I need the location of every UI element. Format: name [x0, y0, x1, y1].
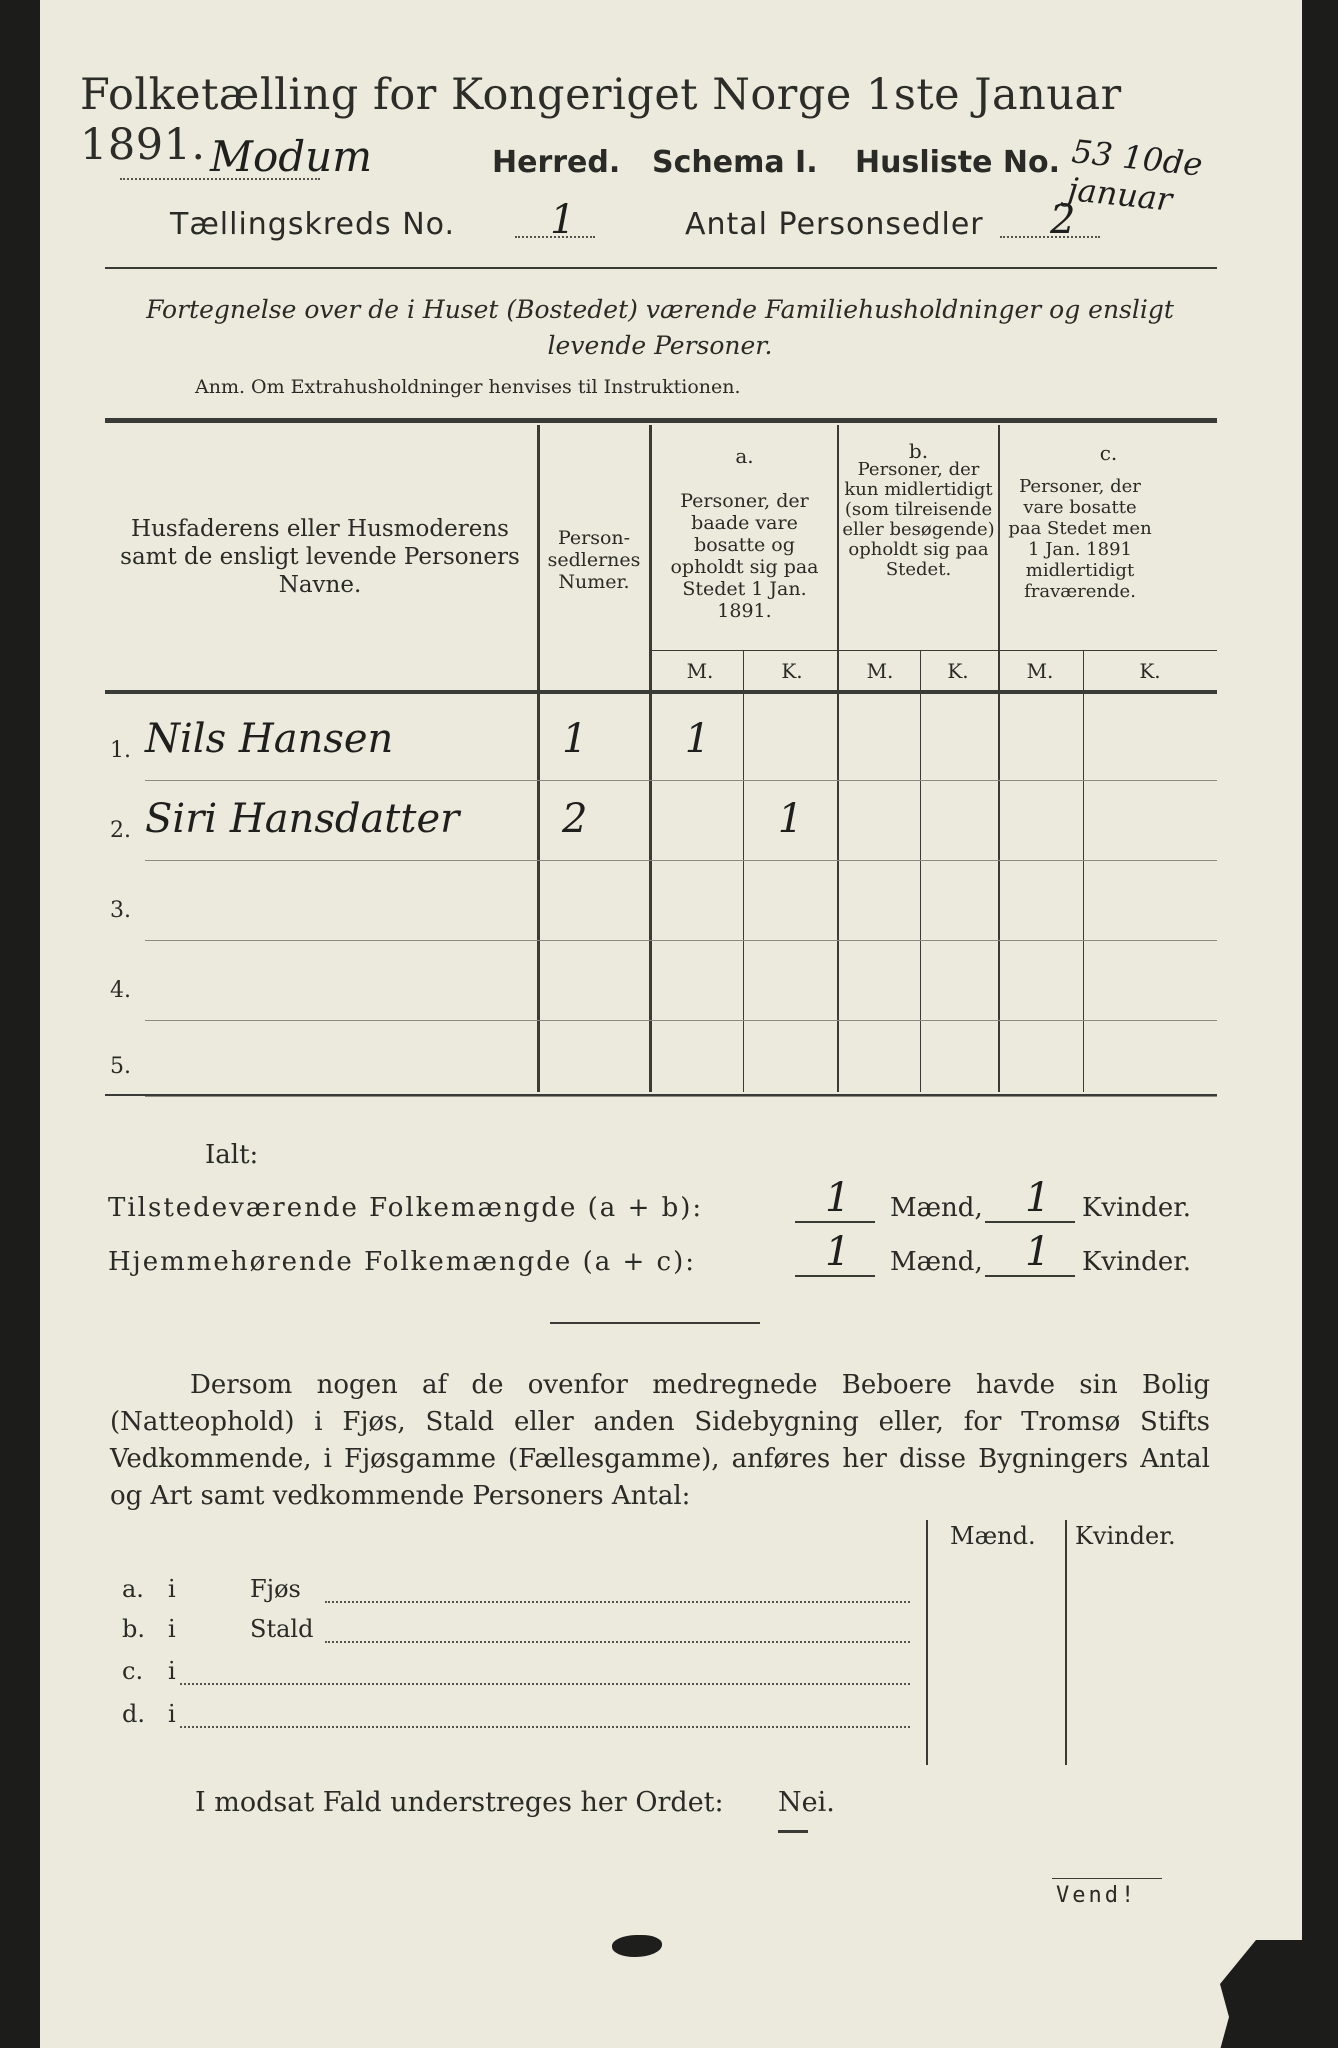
sub-row-i: i	[168, 1657, 176, 1685]
header-b-k: K.	[947, 659, 969, 683]
row-number: 1.	[110, 738, 131, 763]
row-name: Nils Hansen	[145, 716, 394, 762]
row-number: 4.	[110, 978, 131, 1003]
mk-sep-b	[920, 650, 921, 1092]
total-maend: 1	[825, 1175, 851, 1221]
header-c-m: M.	[1026, 659, 1054, 683]
header-names: Husfaderens eller Husmoderens samt de ensligt levende Personers Navne.	[120, 516, 520, 598]
sub-row-i: i	[168, 1700, 176, 1728]
row-name: Siri Hansdatter	[145, 796, 460, 842]
ialt-label: Ialt:	[205, 1140, 259, 1170]
divider-short	[550, 1322, 760, 1324]
sub-col-sep-2	[1065, 1520, 1067, 1765]
row-rule	[145, 1020, 1217, 1021]
total-label: Hjemmehørende Folkemængde (a + c):	[108, 1247, 696, 1277]
torn-corner	[1220, 1940, 1302, 2048]
kreds-label: Tællingskreds No.	[170, 207, 455, 242]
total-maend-label: Mænd,	[890, 1247, 983, 1277]
header-b-m: M.	[866, 659, 894, 683]
antal-value: 2	[1050, 197, 1076, 243]
mk-sep-c	[1083, 650, 1084, 1092]
vend-label: Vend!	[1056, 1883, 1138, 1908]
sub-row-i: i	[168, 1575, 176, 1603]
header-b-letter: b.	[908, 439, 929, 463]
total-kvinder: 1	[1025, 1175, 1051, 1221]
row-number: 5.	[110, 1054, 131, 1079]
sub-row-dotline	[180, 1683, 910, 1685]
census-form	[40, 0, 1302, 2048]
row-number: 2.	[110, 818, 131, 843]
row-rule	[145, 860, 1217, 861]
total-maend-label: Mænd,	[890, 1193, 983, 1223]
sub-row-dotline	[325, 1641, 910, 1643]
row-rule	[145, 1096, 1217, 1097]
header-rule	[105, 267, 1217, 269]
vend-rule	[1052, 1878, 1162, 1879]
header-c-letter: c.	[1099, 441, 1118, 465]
mk-top-rule	[652, 650, 1217, 651]
sub-row-i: i	[168, 1615, 176, 1643]
modsat-underline	[778, 1830, 808, 1833]
row-num: 1	[562, 716, 588, 762]
row-am: 1	[684, 716, 711, 762]
total-kvinder-line	[985, 1275, 1075, 1277]
total-kvinder-label: Kvinder.	[1082, 1193, 1192, 1223]
sub-row-letter: b.	[122, 1615, 145, 1643]
mk-sep-a	[743, 650, 744, 1092]
row-number: 3.	[110, 898, 131, 923]
col-sep-1	[537, 425, 540, 1092]
row-rule	[145, 940, 1217, 941]
modsat-word: Nei.	[778, 1787, 835, 1818]
paragraph-note: Dersom nogen af de ovenfor medregnede Beboere havde sin Bolig (Natteophold) i Fjøs, Stald eller anden Sidebygning eller, for Tromsø Stifts Vedkommende, i Fjøsgamme (Fællesgamme), anføres her disse Bygningers Antal og Art samt vedkommende Personers Antal:	[110, 1370, 1210, 1511]
modsat-text: I modsat Fald understreges her Ordet:	[195, 1787, 724, 1818]
table-top-rule	[105, 418, 1217, 423]
sub-row-label: Fjøs	[250, 1575, 301, 1603]
sub-header-maend: Mænd.	[950, 1522, 1036, 1550]
header-c-k: K.	[1139, 659, 1161, 683]
herred-value: Modum	[210, 132, 373, 181]
total-maend-line	[795, 1221, 875, 1223]
sub-row-letter: c.	[122, 1657, 144, 1685]
header-c: Personer, der vare bosatte paa Stedet men 1 Jan. 1891 midlertidigt fraværende.	[1008, 476, 1152, 602]
sub-row-letter: a.	[122, 1575, 144, 1603]
header-a: Personer, der baade vare bosatte og opholdt sig paa Stedet 1 Jan. 1891.	[670, 490, 819, 622]
col-sep-4	[998, 425, 1000, 1092]
header-b: Personer, der kun midlertidigt (som tilreisende eller besøgende) opholdt sig paa Stedet.	[842, 459, 995, 580]
schema-label: Schema I.	[652, 145, 818, 180]
sub-col-sep-1	[926, 1520, 928, 1765]
sub-row-dotline	[325, 1601, 910, 1603]
total-kvinder-line	[985, 1221, 1075, 1223]
husliste-value: 53 10de januar	[1066, 132, 1205, 219]
header-a-m: M.	[686, 659, 714, 683]
row-num: 2	[562, 796, 588, 842]
total-label: Tilstedeværende Folkemængde (a + b):	[108, 1193, 704, 1223]
antal-label: Antal Personsedler	[685, 207, 984, 242]
row-rule	[145, 780, 1217, 781]
col-sep-3	[837, 425, 839, 1092]
total-maend-line	[795, 1275, 875, 1277]
sub-row-dotline	[180, 1726, 910, 1728]
total-kvinder-label: Kvinder.	[1082, 1247, 1192, 1277]
form-subtitle: Fortegnelse over de i Huset (Bostedet) værende Familiehusholdninger og ensligt levende Personer.	[146, 295, 1174, 360]
herred-label: Herred.	[492, 145, 621, 180]
husliste-label: Husliste No.	[855, 145, 1060, 180]
total-kvinder: 1	[1025, 1229, 1051, 1275]
anm-note: Anm. Om Extrahusholdninger henvises til Instruktionen.	[195, 376, 741, 398]
form-title: Folketælling for Kongeriget Norge 1ste Januar 1891.	[80, 70, 1122, 170]
header-a-letter: a.	[735, 444, 754, 468]
sub-row-letter: d.	[122, 1700, 145, 1728]
kreds-value: 1	[550, 197, 576, 243]
table-header-rule	[105, 690, 1217, 694]
sub-row-label: Stald	[250, 1615, 314, 1643]
sub-header-kvinder: Kvinder.	[1075, 1522, 1176, 1550]
ink-blot	[612, 1935, 662, 1957]
header-a-k: K.	[781, 659, 803, 683]
total-maend: 1	[825, 1229, 851, 1275]
header-num: Person-sedlernes Numer.	[547, 527, 641, 593]
row-ak: 1	[777, 796, 804, 842]
